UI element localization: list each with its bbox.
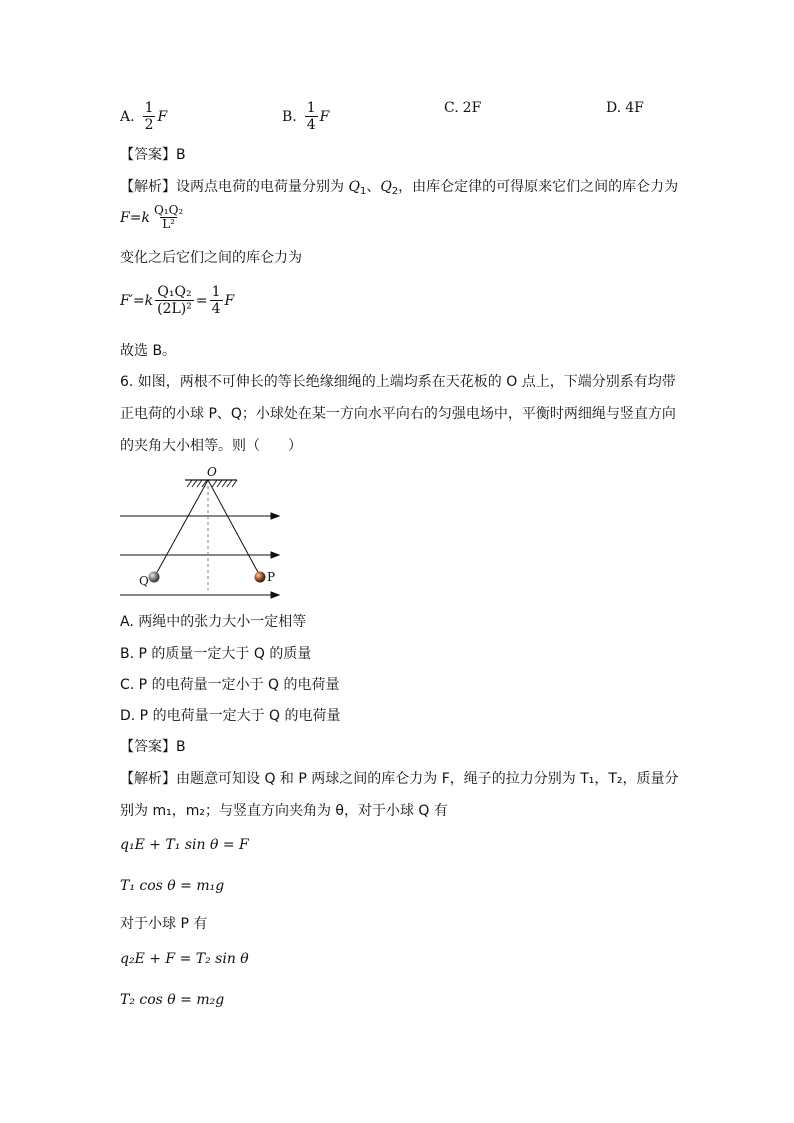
formula-coulomb-original	[120, 204, 187, 231]
answer-6-tag: 【答案】	[120, 739, 176, 755]
analysis-6-line-1	[120, 770, 679, 788]
question-6-line-2: 正电荷的小球 P、Q；小球处在某一方向水平向右的匀强电场中，平衡时两细绳与竖直方向	[120, 406, 676, 422]
formula2-result-denominator: 4	[211, 301, 221, 317]
pendulum-figure	[115, 462, 290, 604]
analysis-text-2: ，由库仑定律的可得原来它们之间的库仑力为	[398, 179, 679, 195]
answer-6-value: B	[176, 739, 186, 755]
text-for-p: 对于小球 P 有	[120, 916, 208, 932]
option-a-numerator: 1	[144, 100, 154, 116]
q6-option-a: A. 两绳中的张力大小一定相等	[120, 614, 307, 630]
formula-coulomb-changed	[120, 284, 234, 317]
formula2-fraction	[155, 284, 194, 317]
answer-6	[120, 738, 186, 756]
formula2-numerator: Q₁Q₂	[157, 284, 192, 300]
analysis-5: 【解析】设两点电荷的电荷量分别为 $Q_1$、$Q_2$，由库仑定律的可得原来它们之间的库仑力为	[120, 179, 679, 197]
ball-q	[149, 572, 160, 583]
option-a	[120, 100, 167, 133]
q6-option-d: D. P 的电荷量一定大于 Q 的电荷量	[120, 708, 341, 724]
formula2-lhs: F′	[120, 292, 133, 309]
option-b-numerator: 1	[306, 100, 316, 116]
label-p: P	[267, 570, 276, 584]
formula2-denominator: (2L)²	[157, 301, 192, 317]
charge-q1: Q	[348, 179, 360, 195]
formula1-k: k	[141, 209, 150, 226]
equation-q-horizontal: q₁E + T₁ sin θ = F	[120, 837, 249, 853]
answer-tag: 【答案】	[120, 147, 176, 163]
option-d	[606, 100, 644, 116]
ceiling-hatch	[187, 480, 237, 487]
formula1-numerator: Q₁Q₂	[153, 203, 184, 217]
option-b-fraction	[305, 100, 318, 133]
option-c-label: C.	[444, 100, 459, 116]
formula1-eq: =	[129, 209, 142, 226]
option-c-text: 2F	[462, 100, 482, 116]
label-q: Q	[139, 574, 149, 588]
question-6-line-1: 6. 如图，两根不可伸长的等长绝缘细绳的上端均系在天花板的 O 点上，下端分别系有均带	[120, 374, 676, 390]
option-a-label: A.	[120, 108, 135, 125]
question-6-line-3: 的夹角大小相等。则（ ）	[120, 438, 302, 454]
formula2-result-fraction	[210, 284, 223, 317]
formula2-eq2: =	[195, 292, 208, 309]
analysis-text-1: 设两点电荷的电荷量分别为	[176, 179, 349, 195]
formula2-result-numerator: 1	[211, 284, 221, 300]
option-b-denominator: 4	[306, 117, 316, 133]
option-b-label: B.	[282, 108, 297, 125]
option-c	[444, 100, 481, 116]
q6-option-b: B. P 的质量一定大于 Q 的质量	[120, 646, 312, 662]
analysis-tag: 【解析】	[120, 179, 176, 195]
formula2-result-variable: F	[224, 292, 235, 309]
option-b	[282, 100, 329, 133]
string-p	[208, 480, 260, 576]
formula2-k: k	[144, 292, 154, 309]
equation-p-horizontal: q₂E + F = T₂ sin θ	[120, 951, 249, 967]
string-q	[155, 480, 208, 576]
option-d-text: 4F	[625, 100, 644, 116]
option-b-variable: F	[319, 108, 330, 125]
equation-p-vertical: T₂ cos θ = m₂g	[120, 992, 225, 1008]
equation-q-vertical: T₁ cos θ = m₁g	[120, 878, 225, 894]
separator: 、	[366, 179, 381, 195]
label-o: O	[207, 465, 217, 479]
charge-q2: Q	[380, 179, 392, 195]
formula2-eq: =	[132, 292, 145, 309]
option-a-variable: F	[157, 108, 168, 125]
formula1-fraction	[152, 204, 185, 231]
formula1-lhs: F	[120, 209, 130, 226]
analysis-6-line-2: 别为 m₁，m₂；与竖直方向夹角为 θ，对于小球 Q 有	[120, 803, 448, 819]
analysis-6-tag: 【解析】	[120, 771, 176, 787]
answer-5	[120, 146, 186, 164]
ball-p	[255, 572, 266, 583]
formula1-denominator: L²	[162, 217, 175, 231]
answer-value: B	[176, 147, 186, 163]
option-d-label: D.	[606, 100, 622, 116]
option-a-fraction	[143, 100, 156, 133]
analysis-6-text-1: 由题意可知设 Q 和 P 两球之间的库仑力为 F，绳子的拉力分别为 T₁，T₂，质量分	[176, 771, 679, 787]
conclusion-5: 故选 B。	[120, 343, 177, 359]
option-a-denominator: 2	[144, 117, 154, 133]
q6-option-c: C. P 的电荷量一定小于 Q 的电荷量	[120, 677, 340, 693]
text-after-change: 变化之后它们之间的库仑力为	[120, 250, 302, 266]
